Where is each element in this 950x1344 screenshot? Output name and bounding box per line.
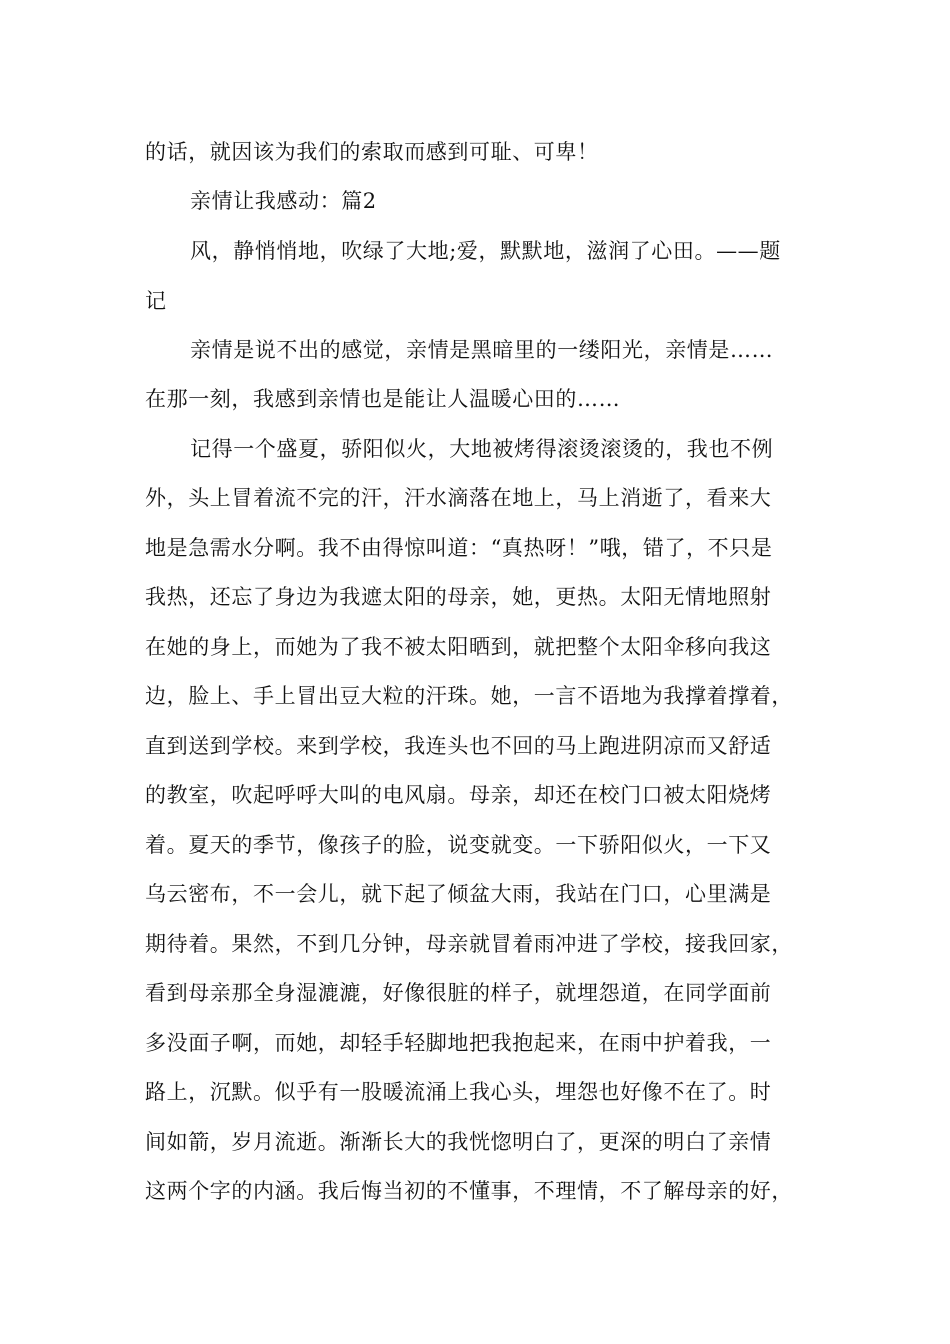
text-line: 直到送到学校。来到学校，我连头也不回的马上跑进阴凉而又舒适 bbox=[145, 734, 772, 758]
text-line: 边，脸上、手上冒出豆大粒的汗珠。她，一言不语地为我撑着撑着， bbox=[145, 684, 793, 708]
text-line: 记 bbox=[145, 289, 167, 313]
text-line: 多没面子啊，而她，却轻手轻脚地把我抱起来，在雨中护着我，一 bbox=[145, 1031, 772, 1055]
text-line: 路上，沉默。似乎有一股暖流涌上我心头，埋怨也好像不在了。时 bbox=[145, 1080, 772, 1104]
text-line: 着。夏天的季节，像孩子的脸，说变就变。一下骄阳似火，一下又 bbox=[145, 833, 772, 857]
text-line: 的教室，吹起呼呼大叫的电风扇。母亲，却还在校门口被太阳烧烤 bbox=[145, 783, 772, 807]
text-line: 间如箭，岁月流逝。渐渐长大的我恍惚明白了，更深的明白了亲情 bbox=[145, 1130, 772, 1154]
text-line: 这两个字的内涵。我后悔当初的不懂事，不理情，不了解母亲的好， bbox=[145, 1179, 793, 1203]
text-line: 的话，就因该为我们的索取而感到可耻、可卑！ bbox=[145, 140, 599, 164]
text-line: 风，静悄悄地，吹绿了大地;爱，默默地，滋润了心田。——题 bbox=[190, 239, 781, 263]
text-line: 期待着。果然，不到几分钟，母亲就冒着雨冲进了学校，接我回家， bbox=[145, 932, 793, 956]
section-heading: 亲情让我感动：篇2 bbox=[190, 189, 377, 213]
text-line: 记得一个盛夏，骄阳似火，大地被烤得滚烫滚烫的，我也不例 bbox=[190, 437, 774, 461]
text-line: 在她的身上，而她为了我不被太阳晒到，就把整个太阳伞移向我这 bbox=[145, 635, 772, 659]
text-line: 看到母亲那全身湿漉漉，好像很脏的样子，就埋怨道，在同学面前 bbox=[145, 981, 772, 1005]
text-line: 外，头上冒着流不完的汗，汗水滴落在地上，马上消逝了，看来大 bbox=[145, 486, 772, 510]
text-line: 在那一刻，我感到亲情也是能让人温暖心田的…… bbox=[145, 387, 621, 411]
text-line: 亲情是说不出的感觉，亲情是黑暗里的一缕阳光，亲情是…… bbox=[190, 338, 774, 362]
text-line: 地是急需水分啊。我不由得惊叫道：“真热呀！”哦，错了，不只是 bbox=[145, 536, 773, 560]
text-line: 我热，还忘了身边为我遮太阳的母亲，她，更热。太阳无情地照射 bbox=[145, 585, 772, 609]
text-line: 乌云密布，不一会儿，就下起了倾盆大雨，我站在门口，心里满是 bbox=[145, 882, 772, 906]
